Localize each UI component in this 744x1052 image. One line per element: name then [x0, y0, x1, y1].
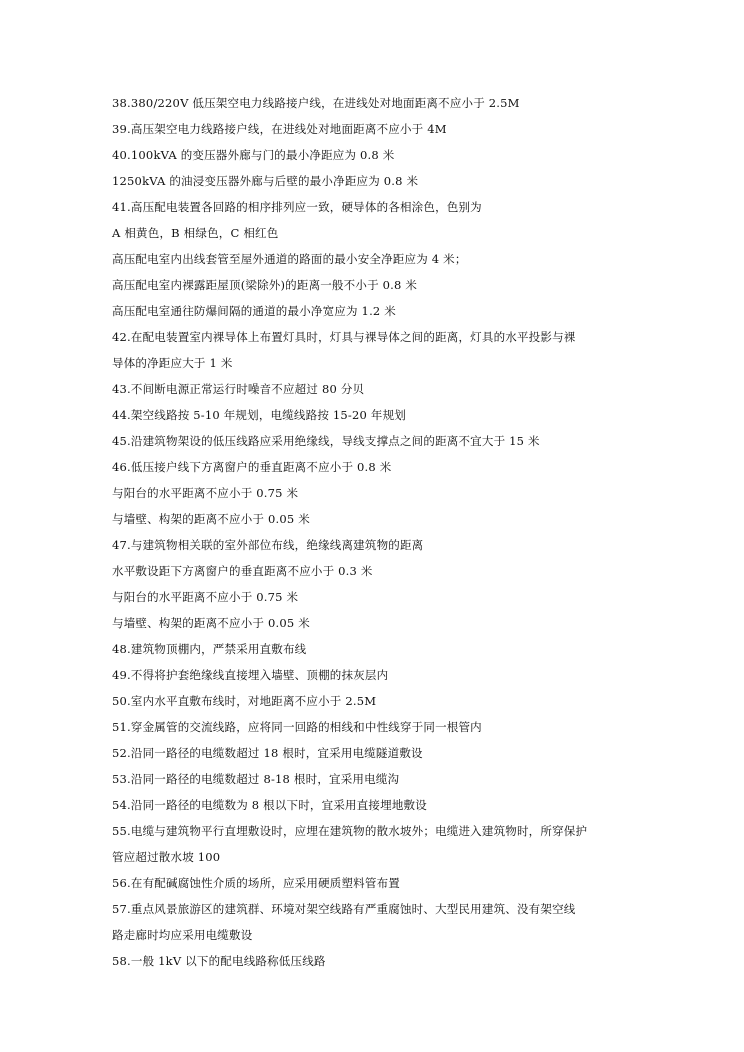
text-line-3: 40.100kVA 的变压器外廊与门的最小净距应为 0.8 米 [112, 148, 395, 162]
text-line-31: 56.在有配碱腐蚀性介质的场所，应采用硬质塑料管布置 [112, 876, 400, 890]
text-line-29: 55.电缆与建筑物平行直埋敷设时，应埋在建筑物的散水坡外；电缆进入建筑物时，所穿保护 [112, 824, 588, 838]
text-line-27: 53.沿同一路径的电缆数超过 8-18 根时，宜采用电缆沟 [112, 772, 400, 786]
text-line-18: 47.与建筑物相关联的室外部位布线，绝缘线离建筑物的距离 [112, 538, 424, 552]
text-line-32: 57.重点风景旅游区的建筑群、环境对架空线路有严重腐蚀时、大型民用建筑、没有架空线 [112, 902, 576, 916]
text-line-24: 50.室内水平直敷布线时，对地距离不应小于 2.5M [112, 694, 377, 708]
text-line-34: 58.一般 1kV 以下的配电线路称低压线路 [112, 954, 326, 968]
document-body [112, 90, 642, 974]
text-line-21: 与墙壁、构架的距离不应小于 0.05 米 [112, 616, 310, 630]
text-line-19: 水平敷设距下方离窗户的垂直距离不应小于 0.3 米 [112, 564, 373, 578]
text-line-8: 高压配电室内裸露距屋顶(梁除外)的距离一般不小于 0.8 米 [112, 278, 418, 292]
text-line-25: 51.穿金属管的交流线路，应将同一回路的相线和中性线穿于同一根管内 [112, 720, 482, 734]
text-line-15: 46.低压接户线下方离窗户的垂直距离不应小于 0.8 米 [112, 460, 392, 474]
text-line-23: 49.不得将护套绝缘线直接埋入墙壁、顶棚的抹灰层内 [112, 668, 389, 682]
text-line-9: 高压配电室通往防爆间隔的通道的最小净宽应为 1.2 米 [112, 304, 396, 318]
text-line-11: 导体的净距应大于 1 米 [112, 356, 233, 370]
text-line-1: 38.380/220V 低压架空电力线路接户线，在进线处对地面距离不应小于 2.5M [112, 96, 520, 110]
text-line-4: 1250kVA 的油浸变压器外廊与后壁的最小净距应为 0.8 米 [112, 174, 419, 188]
text-line-17: 与墙壁、构架的距离不应小于 0.05 米 [112, 512, 310, 526]
text-line-13: 44.架空线路按 5-10 年规划，电缆线路按 15-20 年规划 [112, 408, 406, 422]
text-line-6: A 相黄色，B 相绿色，C 相红色 [112, 226, 279, 240]
text-line-12: 43.不间断电源正常运行时噪音不应超过 80 分贝 [112, 382, 365, 396]
text-line-20: 与阳台的水平距离不应小于 0.75 米 [112, 590, 299, 604]
text-line-16: 与阳台的水平距离不应小于 0.75 米 [112, 486, 299, 500]
text-line-5: 41.高压配电装置各回路的相序排列应一致，硬导体的各相涂色，色别为 [112, 200, 482, 214]
text-line-30: 管应超过散水坡 100 [112, 850, 221, 864]
text-line-26: 52.沿同一路径的电缆数超过 18 根时，宜采用电缆隧道敷设 [112, 746, 423, 760]
text-line-2: 39.高压架空电力线路接户线，在进线处对地面距离不应小于 4M [112, 122, 447, 136]
text-line-14: 45.沿建筑物架设的低压线路应采用绝缘线，导线支撑点之间的距离不宜大于 15 米 [112, 434, 540, 448]
text-line-7: 高压配电室内出线套管至屋外通道的路面的最小安全净距应为 4 米； [112, 252, 467, 266]
text-line-33: 路走廊时均应采用电缆敷设 [112, 928, 253, 942]
text-line-22: 48.建筑物顶棚内，严禁采用直敷布线 [112, 642, 307, 656]
text-line-28: 54.沿同一路径的电缆数为 8 根以下时，宜采用直接埋地敷设 [112, 798, 427, 812]
text-line-10: 42.在配电装置室内裸导体上布置灯具时，灯具与裸导体之间的距离，灯具的水平投影与裸 [112, 330, 576, 344]
